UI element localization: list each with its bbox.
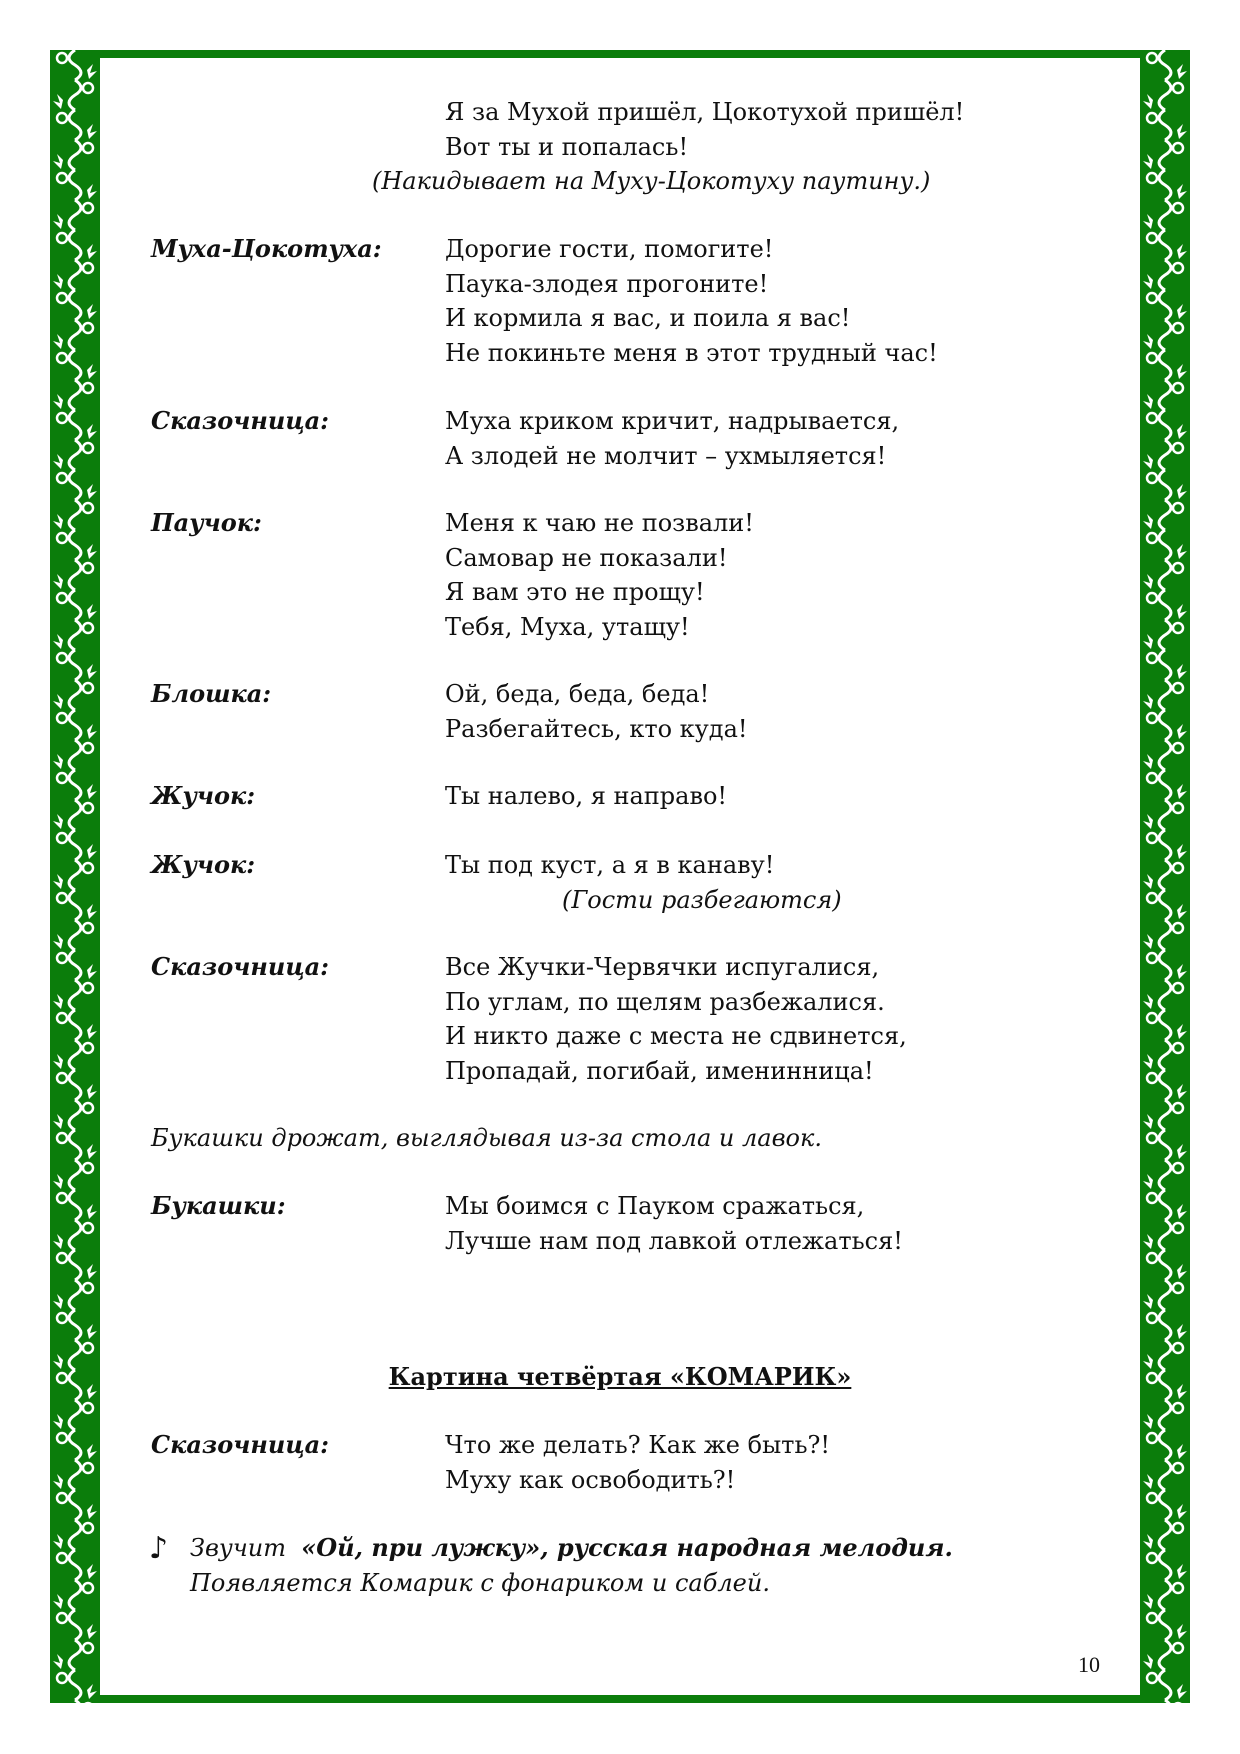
border-top	[50, 50, 1190, 58]
dialogue-line: Ты под куст, а я в канаву!	[445, 851, 775, 879]
speaker-label: Паучок:	[151, 508, 262, 537]
dialogue-line: Ты налево, я направо!	[445, 782, 728, 810]
dialogue-line: Дорогие гости, помогите!	[445, 235, 774, 263]
dialogue-line: Все Жучки-Червячки испугалися,	[445, 953, 880, 981]
narration: Букашки дрожат, выглядывая из-за стола и лавок.	[151, 1124, 822, 1152]
page-number: 10	[1078, 1652, 1100, 1677]
dialogue-line: Паука-злодея прогоните!	[445, 269, 769, 298]
dialogue-line: Что же делать? Как же быть?!	[445, 1431, 831, 1459]
dialogue-line: И кормила я вас, и поила я вас!	[445, 304, 851, 333]
music-title: «Ой, при лужку», русская народная мелодия.	[301, 1533, 953, 1562]
speaker-label: Сказочница:	[151, 952, 330, 981]
dialogue-line: Я вам это не прощу!	[445, 578, 705, 607]
music-cue	[190, 1531, 953, 1565]
speaker-label: Сказочница:	[151, 406, 330, 435]
dialogue-line: Разбегайтесь, кто куда!	[445, 714, 748, 743]
dialogue-line: Ой, беда, беда, беда!	[445, 680, 710, 708]
stage-direction: (Накидывает на Муху-Цокотуху паутину.)	[372, 167, 931, 196]
dialogue-line: Пропадай, погибай, именинница!	[445, 1056, 874, 1085]
speaker-label: Блошка:	[151, 679, 272, 708]
music-note-icon: ♪	[149, 1531, 169, 1566]
ornament-border-left	[50, 50, 100, 1703]
ornament-border-right	[1140, 50, 1190, 1703]
dialogue-line: Самовар не показали!	[445, 543, 728, 572]
dialogue-line: А злодей не молчит – ухмыляется!	[445, 441, 887, 470]
dialogue-line: Тебя, Муха, утащу!	[445, 612, 690, 641]
speaker-label: Муха-Цокотуха:	[151, 234, 382, 263]
scene-heading	[0, 1360, 1240, 1394]
dialogue-line: Муху как освободить?!	[445, 1465, 736, 1494]
dialogue-line: И никто даже с места не сдвинется,	[445, 1022, 907, 1051]
dialogue-line: Меня к чаю не позвали!	[445, 509, 754, 537]
speaker-label: Жучок:	[151, 850, 256, 879]
music-cue-prefix: Звучит	[190, 1534, 286, 1562]
scene-heading-text: Картина четвёртая «КОМАРИК»	[388, 1362, 852, 1391]
border-bottom	[50, 1695, 1190, 1703]
dialogue-line: Я за Мухой пришёл, Цокотухой пришёл!	[445, 98, 965, 126]
dialogue-line: Муха криком кричит, надрывается,	[445, 407, 900, 435]
dialogue-line: Не покиньте меня в этот трудный час!	[445, 338, 938, 367]
speaker-label: Жучок:	[151, 781, 256, 810]
speaker-label: Букашки:	[151, 1191, 286, 1220]
stage-direction: (Гости разбегаются)	[562, 885, 842, 914]
speaker-label: Сказочница:	[151, 1430, 330, 1459]
dialogue-line: Лучше нам под лавкой отлежаться!	[445, 1226, 903, 1255]
music-cue-line2: Появляется Комарик с фонариком и саблей.	[190, 1569, 770, 1597]
dialogue-line: По углам, по щелям разбежалися.	[445, 987, 885, 1016]
dialogue-line: Мы боимся с Пауком сражаться,	[445, 1192, 865, 1220]
dialogue-line: Вот ты и попалась!	[445, 132, 689, 161]
